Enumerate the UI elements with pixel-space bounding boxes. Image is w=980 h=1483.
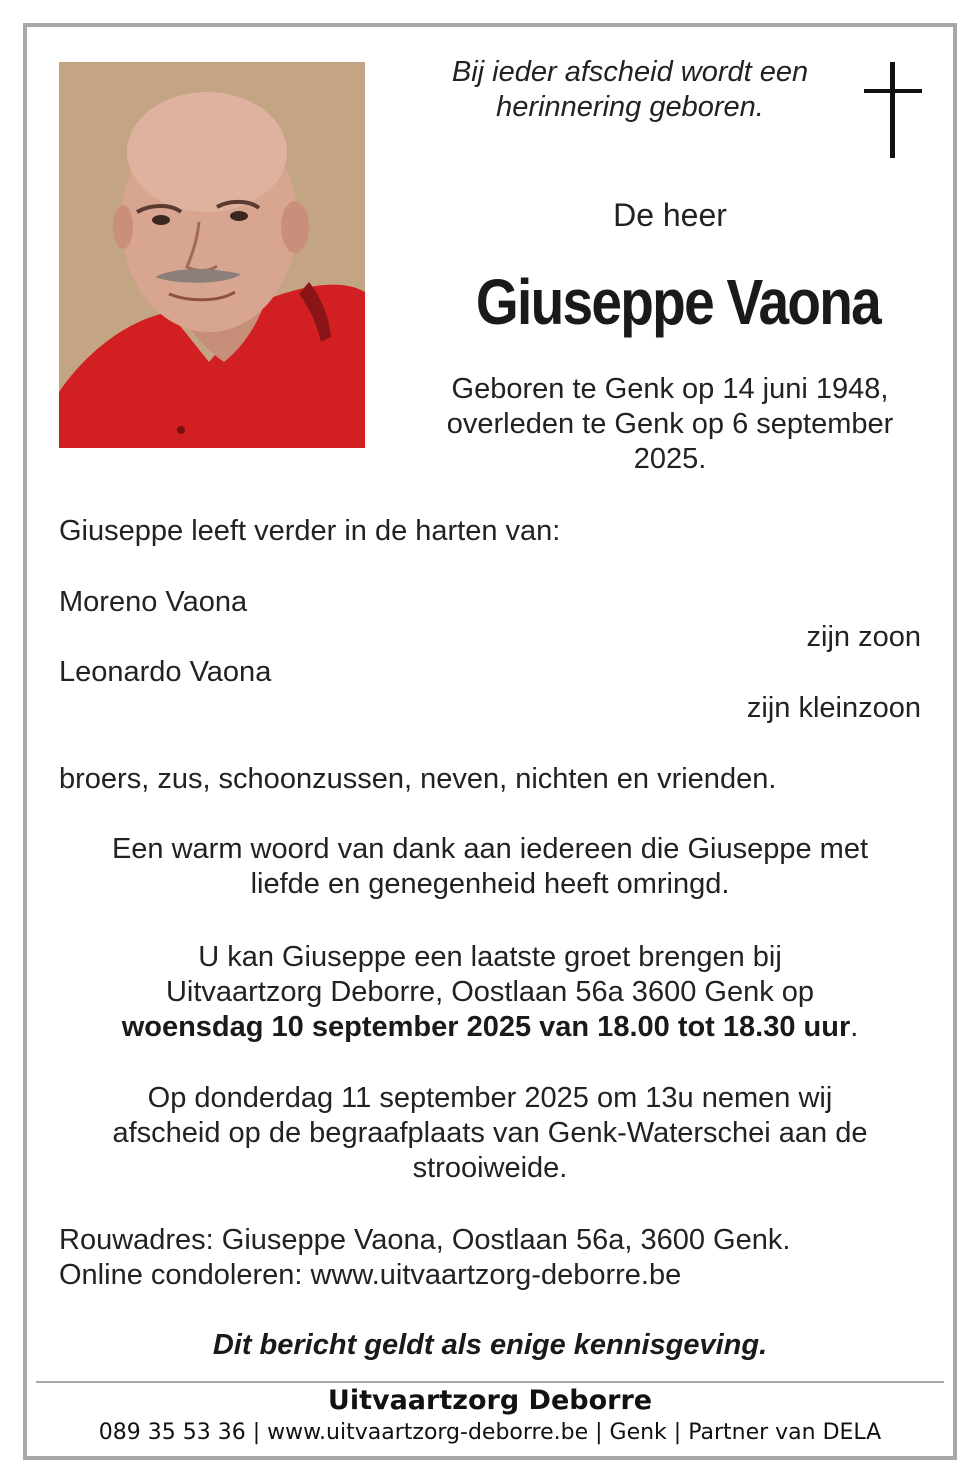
memorial-quote <box>400 55 860 125</box>
lives-on-text: Giuseppe leeft verder in de harten van: <box>59 515 561 547</box>
relative-name: Moreno Vaona <box>59 586 248 618</box>
quote-line: herinnering geboren. <box>496 91 764 123</box>
cross-icon <box>864 62 922 158</box>
title-prefix: De heer <box>613 197 727 233</box>
relative-relation: zijn zoon <box>806 621 921 653</box>
portrait-photo <box>59 62 365 448</box>
online-condolences: Online condoleren: www.uitvaartzorg-deborre.be <box>59 1259 682 1291</box>
funeral-home-name: Uitvaartzorg Deborre <box>327 1385 653 1416</box>
relative-name: Leonardo Vaona <box>59 656 272 688</box>
dates-line: overleden te Genk op 6 september <box>446 408 894 440</box>
other-relatives: broers, zus, schoonzussen, neven, nichten en vrienden. <box>59 763 777 795</box>
dates-line: 2025. <box>633 443 707 475</box>
visit-time: woensdag 10 september 2025 van 18.00 tot 18.30 uur <box>121 1011 851 1043</box>
visit-line: Uitvaartzorg Deborre, Oostlaan 56a 3600 Genk op <box>165 976 815 1008</box>
visit-info <box>59 940 921 1045</box>
visit-end: . <box>850 1011 859 1043</box>
farewell-line: afscheid op de begraafplaats van Genk-Waterschei aan de <box>112 1117 868 1149</box>
relative-relation: zijn kleinzoon <box>746 692 921 724</box>
funeral-home-contact: 089 35 53 36 | www.uitvaartzorg-deborre.be | Genk | Partner van DELA <box>98 1420 882 1445</box>
thanks-text <box>59 832 921 902</box>
farewell-info <box>59 1081 921 1186</box>
birth-death-dates <box>420 372 920 477</box>
notice-statement: Dit bericht geldt als enige kennisgeving. <box>212 1329 768 1361</box>
thanks-line: Een warm woord van dank aan iedereen die Giuseppe met <box>111 833 869 865</box>
quote-line: Bij ieder afscheid wordt een <box>451 56 809 88</box>
deceased-name: Giuseppe Vaona <box>475 266 881 338</box>
dates-line: Geboren te Genk op 14 juni 1948, <box>451 373 889 405</box>
mourning-address: Rouwadres: Giuseppe Vaona, Oostlaan 56a, 3600 Genk. <box>59 1224 791 1256</box>
visit-line: U kan Giuseppe een laatste groet brengen bij <box>198 941 782 973</box>
farewell-line: Op donderdag 11 september 2025 om 13u nemen wij <box>147 1082 833 1114</box>
divider <box>36 1381 944 1383</box>
farewell-line: strooiweide. <box>412 1152 568 1184</box>
thanks-line: liefde en genegenheid heeft omringd. <box>250 868 730 900</box>
